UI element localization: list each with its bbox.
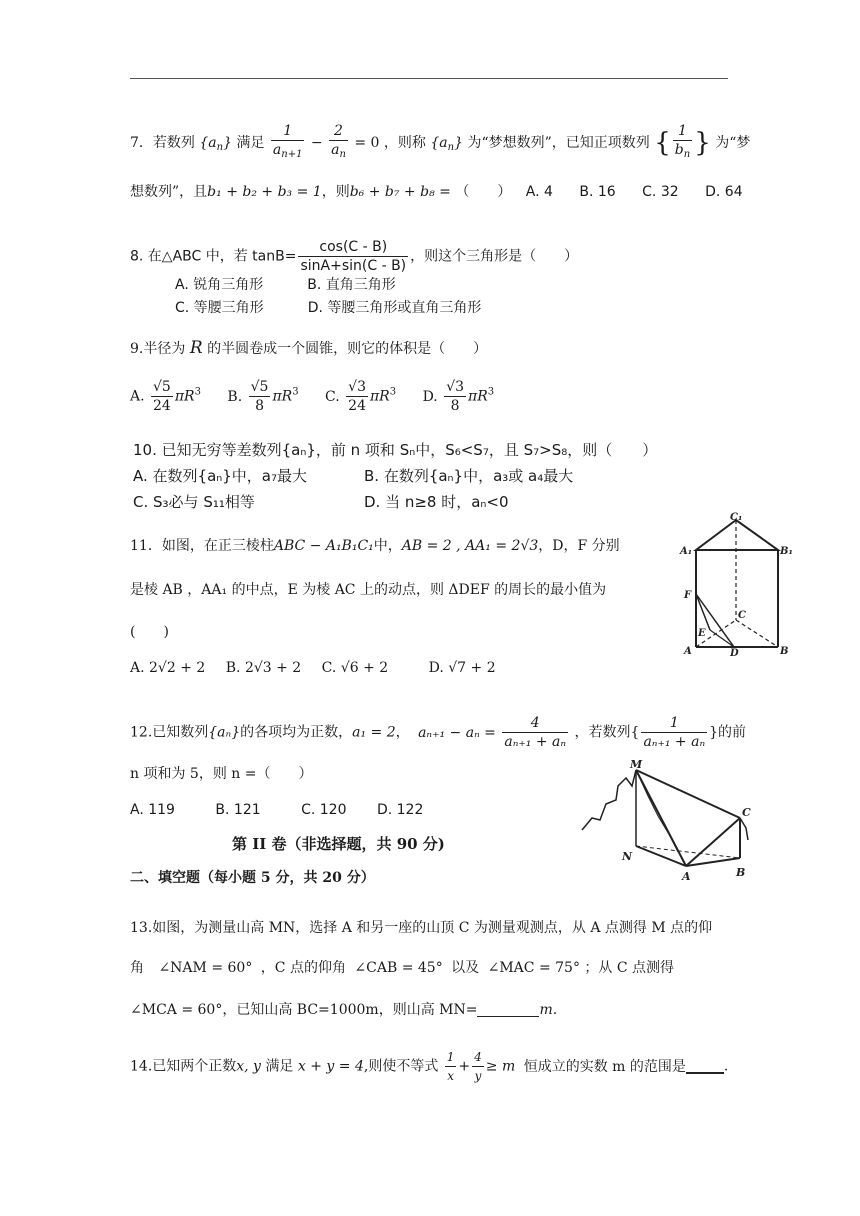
option-b: B. 16 <box>579 184 616 200</box>
label-n: N <box>622 850 633 863</box>
fraction-1-over-bn: $\frac{1}{b_n}$ <box>674 123 691 160</box>
question-7-line-1: 7．若数列 $\{a_n\}$ 满足 $\frac{1}{a_{n+1}}$ − $\frac{2}{a_n}$ = 0 ，则称 $\{a_n\}$ 为“梦想数列”，已知正项数列 { $\frac{1}{b_n}$ } 为“梦 <box>130 122 750 164</box>
label-e: E <box>698 628 706 639</box>
question-9-stem: 9.半径为 R 的半圆卷成一个圆锥，则它的体积是（ ） <box>130 338 488 358</box>
option-a: A. 4 <box>525 184 553 200</box>
question-14: 14.已知两个正数x, y 满足 x + y = 4,则使不等式 $\frac{1}{x}$ + $\frac{4}{y}$ ≥ m 恒成立的实数 m 的范围是 . <box>130 1050 729 1083</box>
question-10-option-a: A. 在数列{aₙ}中，a₇最大 <box>133 467 307 485</box>
answer-blank-13[interactable] <box>477 1002 539 1017</box>
question-10-stem: 10. 已知无穷等差数列{aₙ}，前 n 项和 Sₙ中，S₆<S₇，且 S₇>S₈，则（ ） <box>133 441 658 459</box>
label-b1: B₁ <box>780 546 793 557</box>
prism-figure <box>676 512 796 658</box>
label-a1: A₁ <box>680 546 693 557</box>
question-11-line-2: 是棱 AB ，AA₁ 的中点，E 为棱 AC 上的动点，则 ΔDEF 的周长的最小值为 <box>130 582 607 598</box>
fraction-1-over-an1: $\frac{1}{a_{n+1}}$ <box>272 123 303 160</box>
question-12-line-2: n 项和为 5，则 n =（ ） <box>130 766 313 782</box>
answer-blank-14[interactable] <box>686 1058 724 1074</box>
question-8-stem: 8. 在△ABC 中，若 tanB= $\frac{\cos(C - B)}{\sin A+\sin(C - B)}$ ，则这个三角形是（ ） <box>130 239 579 274</box>
label-m: M <box>630 758 643 771</box>
label-c: C <box>742 806 751 819</box>
label-a: A <box>684 646 692 657</box>
question-8-options-row-1: A. 锐角三角形 B. 直角三角形 <box>175 277 396 293</box>
label-c: C <box>738 610 746 621</box>
label-b: B <box>736 866 746 879</box>
header-rule <box>130 78 728 79</box>
question-12-options: A. 119 B. 121 C. 120 D. 122 <box>130 802 424 818</box>
section-2-title: 第 II 卷（非选择题，共 90 分) <box>232 835 445 853</box>
label-b: B <box>780 646 789 657</box>
tanb-fraction: $\frac{\cos(C - B)}{\sin A+\sin(C - B)}$ <box>300 239 407 274</box>
question-7-line-2: 想数列”，且b₁ + b₂ + b₃ = 1，则b₆ + b₇ + b₈ = （ ） A. 4 B. 16 C. 32 D. 64 <box>130 184 743 200</box>
fill-in-heading: 二、填空题（每小题 5 分，共 20 分） <box>130 870 375 886</box>
fraction-2-over-an: $\frac{2}{a_n}$ <box>331 123 346 160</box>
option-c: C. 32 <box>642 184 679 200</box>
question-12-line-1: 12.已知数列{aₙ}的各项均为正数，a₁ = 2， aₙ₊₁ − aₙ = $\frac{4}{\text{aₙ₊₁ + aₙ}}$ ，若数列{ $\frac{1}{\text{aₙ₊₁ + aₙ}}$ }的前 <box>130 715 747 750</box>
option-d: D. 64 <box>705 184 743 200</box>
question-13-line-1: 13.如图，为测量山高 MN，选择 A 和另一座的山顶 C 为测量观测点，从 A 点测得 M 点的仰 <box>130 920 713 936</box>
label-a: A <box>682 870 691 883</box>
question-11-options: A. 2√2 + 2 B. 2√3 + 2 C. √6 + 2 D. √7 + 2 <box>130 660 496 676</box>
question-11-line-1: 11．如图，在正三棱柱ABC − A₁B₁C₁中，AB = 2 , AA₁ = 2√3，D，F 分别 <box>130 538 620 554</box>
label-d: D <box>730 648 739 658</box>
label-c1: C₁ <box>730 512 743 523</box>
label-f: F <box>684 590 692 601</box>
question-10-option-c: C. S₃必与 S₁₁相等 <box>133 493 255 511</box>
question-8-options-row-2: C. 等腰三角形 D. 等腰三角形或直角三角形 <box>175 300 482 316</box>
question-11-line-3: ( ) <box>130 624 169 640</box>
question-10-option-b: B. 在数列{aₙ}中，a₃或 a₄最大 <box>364 467 574 485</box>
question-10-option-d: D. 当 n≥8 时，aₙ<0 <box>364 493 509 511</box>
mountain-figure <box>578 756 770 884</box>
question-13-line-3: ∠MCA = 60°，已知山高 BC=1000m，则山高 MN= m. <box>130 1002 558 1018</box>
question-9-options: A. $\frac{√5}{24}$ $\pi R^3$ B. $\frac{√5}{8}$ $\pi R^3$ C. $\frac{√3}{24}$ $\pi R^3$ D. $\frac{√3}{8}$ $\pi R^3$ <box>130 379 495 414</box>
question-13-line-2: 角 ∠NAM = 60° ，C 点的仰角 ∠CAB = 45° 以及 ∠MAC = 75° ；从 C 点测得 <box>130 960 675 976</box>
